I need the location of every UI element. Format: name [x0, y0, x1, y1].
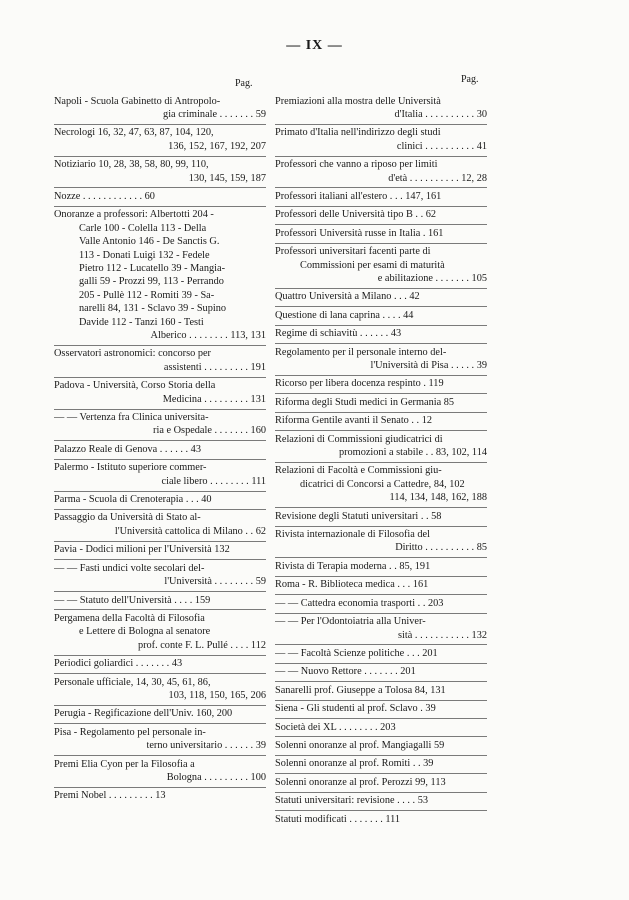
index-entry-line: sità . . . . . . . . . . . 132 — [398, 629, 487, 641]
index-entry-line: 113 - Donati Luigi 132 - Fedele — [79, 249, 210, 261]
index-entry — [275, 431, 487, 463]
index-entry — [275, 774, 487, 792]
index-entry — [275, 344, 487, 376]
index-entry-line: gia criminale . . . . . . . 59 — [163, 108, 266, 120]
index-entry-line: promozioni a stabile . . 83, 102, 114 — [338, 447, 487, 459]
index-entry — [54, 441, 266, 459]
index-entry-line: d'età . . . . . . . . . . 12, 28 — [388, 172, 487, 184]
index-entry-line: Roma - R. Biblioteca medica . . . 161 — [275, 579, 429, 591]
index-entry — [275, 701, 487, 719]
index-entry-line: Premi Elia Cyon per la Filosofia a — [54, 758, 195, 770]
index-entry — [275, 207, 487, 225]
index-entry — [54, 460, 266, 492]
index-entry-line: Osservatori astronomici: concorso per — [54, 348, 211, 360]
index-entry-line: Riforma degli Studi medici in Germania 85 — [275, 396, 455, 408]
index-entry-line: Regolamento per il personale interno del- — [275, 346, 447, 358]
index-entry — [54, 188, 266, 206]
index-entry-line: Revisione degli Statuti universitari . . 58 — [275, 510, 442, 522]
index-entry-line: Relazioni di Facoltà e Commissioni giu- — [275, 465, 442, 477]
index-entry — [54, 93, 266, 125]
index-entry-line: Personale ufficiale, 14, 30, 45, 61, 86, — [54, 676, 211, 688]
index-entry — [54, 207, 266, 346]
index-entry-line: Pisa - Regolamento pel personale in- — [54, 726, 206, 738]
index-entry-line: 114, 134, 148, 162, 188 — [389, 492, 487, 504]
index-entry-line: ria e Ospedale . . . . . . . 160 — [153, 425, 266, 437]
index-entry — [275, 508, 487, 526]
index-entry — [275, 307, 487, 325]
index-entry — [54, 492, 266, 510]
index-entry-line: dicatrici di Concorsi a Cattedre, 84, 102 — [300, 478, 465, 490]
index-entry-line: Diritto . . . . . . . . . . 85 — [395, 542, 487, 554]
index-entry — [54, 706, 266, 724]
index-entry — [275, 289, 487, 307]
index-entry — [275, 157, 487, 189]
index-entry — [54, 656, 266, 674]
index-entry-line: l'Università di Pisa . . . . . 39 — [370, 360, 487, 371]
index-entry-line: Bologna . . . . . . . . . 100 — [166, 771, 266, 783]
index-entry-line: Professori universitari facenti parte di — [275, 246, 431, 258]
index-entry — [54, 756, 266, 788]
index-entry — [275, 664, 487, 682]
index-entry — [275, 756, 487, 774]
index-entry-line: l'Università . . . . . . . . 59 — [164, 576, 266, 588]
index-entry — [275, 413, 487, 431]
index-entry — [54, 510, 266, 542]
index-entry-line: Palermo - Istituto superiore commer- — [54, 462, 207, 474]
index-entry-line: — — Vertenza fra Clinica universita- — [54, 412, 209, 424]
index-entry — [54, 410, 266, 442]
index-entry — [54, 592, 266, 610]
index-entry-line: Premi Nobel . . . . . . . . . 13 — [54, 790, 166, 802]
index-entry-line: Professori Università russe in Italia . 161 — [275, 227, 444, 239]
index-entry-line: Carle 100 - Colella 113 - Della — [79, 222, 207, 234]
index-entry — [275, 811, 487, 828]
index-entry-line: Solenni onoranze al prof. Mangiagalli 59 — [275, 739, 445, 751]
index-entry — [275, 737, 487, 755]
index-entry — [54, 560, 266, 592]
index-entry-line: Rivista di Terapia moderna . . 85, 191 — [275, 560, 431, 572]
index-entry-line: prof. conte F. L. Pullé . . . . 112 — [137, 639, 266, 651]
index-entry-line: l'Università cattolica di Milano . . 62 — [114, 525, 266, 537]
index-entry-line: Valle Antonio 146 - De Sanctis G. — [79, 236, 220, 248]
index-entry-line: Regime di schiavitù . . . . . . 43 — [275, 328, 402, 340]
index-entry — [275, 645, 487, 663]
index-entry-line: Quattro Università a Milano . . . 42 — [275, 291, 420, 303]
index-column-right — [275, 93, 487, 828]
index-entry-line: Pergamena della Facoltà di Filosofia — [54, 612, 205, 624]
index-entry-line: Alberico . . . . . . . . 113, 131 — [150, 330, 266, 341]
index-entry-line: — — Statuto dell'Università . . . . 159 — [54, 594, 211, 606]
index-entry — [275, 326, 487, 344]
pag-label-right: Pag. — [461, 74, 479, 85]
index-entry-line: Siena - Gli studenti al prof. Sclavo . 39 — [275, 703, 436, 715]
index-entry-line: Perugia - Regificazione dell'Univ. 160, 200 — [54, 708, 233, 720]
index-entry-line: Nozze . . . . . . . . . . . . 60 — [54, 190, 155, 202]
index-entry — [54, 346, 266, 378]
index-entry-line: Questione di lana caprina . . . . 44 — [275, 309, 414, 321]
index-entry-line: — — Fasti undici volte secolari del- — [54, 562, 205, 574]
index-entry-line: terno universitario . . . . . . 39 — [146, 740, 266, 752]
index-entry — [275, 463, 487, 508]
index-entry-line: clinici . . . . . . . . . . 41 — [396, 140, 487, 152]
index-entry-line: Premiazioni alla mostra delle Università — [275, 95, 441, 107]
index-entry-line: Professori che vanno a riposo per limiti — [275, 159, 438, 171]
index-entry — [54, 157, 266, 189]
index-entry-line: Riforma Gentile avanti il Senato . . 12 — [275, 415, 432, 427]
index-entry-line: — — Nuovo Rettore . . . . . . . 201 — [275, 666, 416, 678]
index-entry-line: Professori delle Università tipo B . . 62 — [275, 209, 437, 221]
index-entry-line: assistenti . . . . . . . . . 191 — [163, 361, 266, 373]
index-entry-line: Solenni onoranze al prof. Perozzi 99, 113 — [275, 776, 446, 788]
index-entry-line: Solenni onoranze al prof. Romiti . . 39 — [275, 758, 434, 770]
index-entry — [275, 93, 487, 125]
index-entry-line: — — Cattedra economia trasporti . . 203 — [275, 597, 444, 609]
index-entry — [275, 188, 487, 206]
index-entry-line: Ricorso per libera docenza respinto . 119 — [275, 378, 444, 390]
index-entry — [54, 788, 266, 805]
index-entry-line: Periodici goliardici . . . . . . . 43 — [54, 658, 183, 670]
index-entry-line: Rivista internazionale di Filosofia del — [275, 529, 430, 541]
index-entry-line: e abilitazione . . . . . . . 105 — [377, 272, 487, 284]
index-entry-line: 103, 118, 150, 165, 206 — [168, 689, 266, 701]
index-entry-line: Davide 112 - Tanzi 160 - Testi — [79, 316, 204, 328]
index-entry-line: Statuti modificati . . . . . . . 111 — [275, 813, 401, 825]
index-entry-line: Napoli - Scuola Gabinetto di Antropolo- — [54, 95, 221, 107]
index-entry — [275, 225, 487, 243]
index-entry-line: Padova - Università, Corso Storia della — [54, 380, 216, 392]
index-entry — [275, 125, 487, 157]
index-entry-line: d'Italia . . . . . . . . . . 30 — [394, 108, 487, 120]
index-entry — [54, 674, 266, 706]
index-entry — [275, 244, 487, 289]
index-entry — [275, 577, 487, 595]
index-entry — [275, 376, 487, 394]
index-entry-line: Necrologi 16, 32, 47, 63, 87, 104, 120, — [54, 127, 214, 139]
index-entry-line: 130, 145, 159, 187 — [188, 172, 266, 184]
index-entry-line: narelli 84, 131 - Sclavo 39 - Supino — [79, 303, 226, 315]
index-entry-line: 136, 152, 167, 192, 207 — [168, 140, 266, 152]
index-entry-line: Professori italiani all'estero . . . 147, 161 — [275, 190, 442, 202]
index-entry — [275, 719, 487, 737]
index-entry-line: e Lettere di Bologna al senatore — [79, 626, 211, 638]
index-entry-line: Pietro 112 - Lucatello 39 - Mangia- — [79, 262, 226, 274]
index-entry-line: — — Per l'Odontoiatria alla Univer- — [275, 616, 426, 628]
pag-label-left: Pag. — [235, 78, 253, 89]
index-entry-line: Onoranze a professori: Albertotti 204 - — [54, 209, 214, 221]
index-entry-line: Palazzo Reale di Genova . . . . . . 43 — [54, 443, 201, 455]
index-entry — [275, 793, 487, 811]
index-entry-line: 205 - Pullè 112 - Romiti 39 - Sa- — [79, 289, 215, 301]
index-entry — [54, 378, 266, 410]
index-column-left — [54, 93, 266, 805]
index-entry-line: galli 59 - Prozzi 99, 113 - Perrando — [79, 276, 224, 288]
index-entry — [54, 542, 266, 560]
index-entry-line: Parma - Scuola di Crenoterapia . . . 40 — [54, 494, 212, 506]
page-number: — IX — — [286, 38, 343, 53]
index-entry — [275, 614, 487, 646]
index-entry — [275, 595, 487, 613]
index-entry-line: Notiziario 10, 28, 38, 58, 80, 99, 110, — [54, 159, 209, 171]
index-entry-line: Società dei XL . . . . . . . . 203 — [275, 721, 396, 733]
index-entry-line: Statuti universitari: revisione . . . . 53 — [275, 795, 429, 807]
index-entry-line: Sanarelli prof. Giuseppe a Tolosa 84, 131 — [275, 684, 446, 696]
index-entry-line: Primato d'Italia nell'indirizzo degli studi — [275, 127, 441, 139]
index-entry — [275, 558, 487, 576]
index-entry — [275, 394, 487, 412]
index-entry — [54, 610, 266, 655]
index-entry-line: Relazioni di Commissioni giudicatrici di — [275, 433, 443, 445]
index-entry-line: ciale libero . . . . . . . . 111 — [161, 475, 266, 487]
index-entry-line: Passaggio da Università di Stato al- — [54, 512, 201, 524]
index-entry-line: Pavia - Dodici milioni per l'Università 132 — [54, 544, 230, 556]
index-entry-line: — — Facoltà Scienze politiche . . . 201 — [275, 647, 438, 659]
index-entry-line: Medicina . . . . . . . . . 131 — [162, 393, 266, 405]
index-entry — [54, 125, 266, 157]
index-entry — [275, 527, 487, 559]
index-entry-line: Commissioni per esami di maturità — [300, 259, 445, 271]
index-entry — [54, 724, 266, 756]
index-entry — [275, 682, 487, 700]
